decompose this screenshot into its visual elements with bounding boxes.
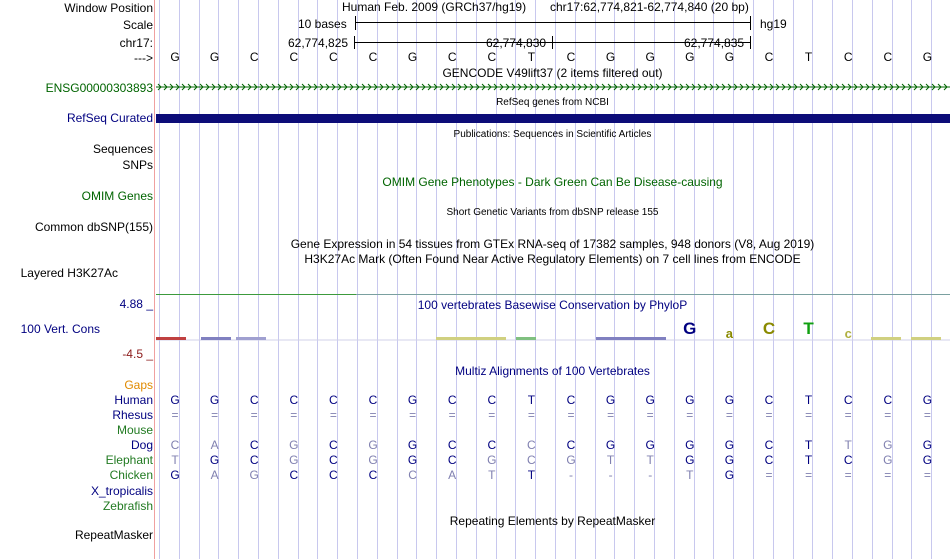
base-cell: C — [843, 453, 853, 467]
base-cell: C — [566, 50, 576, 64]
base-cell: T — [606, 453, 615, 467]
label-omim-genes[interactable]: OMIM Genes — [81, 189, 153, 203]
base-cell: T — [527, 468, 536, 482]
refseq-track-title: RefSeq genes from NCBI — [496, 97, 609, 108]
logo-letter: a — [725, 326, 733, 341]
base-cell: C — [329, 50, 338, 64]
label-refseq-curated[interactable]: RefSeq Curated — [66, 111, 153, 125]
base-cell: = — [171, 408, 179, 422]
scale-db: hg19 — [760, 17, 787, 31]
base-cell: C — [527, 438, 536, 452]
base-cell: G — [922, 438, 933, 452]
base-cell: = — [765, 408, 773, 422]
base-cell: C — [883, 393, 893, 407]
base-cell: C — [408, 468, 417, 482]
base-cell: = — [290, 408, 298, 422]
base-cell: G — [209, 453, 220, 467]
label-scale[interactable]: Scale — [122, 18, 153, 32]
base-cell: G — [209, 50, 220, 64]
base-cell: = — [409, 408, 417, 422]
base-cell: = — [844, 408, 852, 422]
base-cell: C — [249, 50, 259, 64]
label-snps[interactable]: SNPs — [122, 158, 153, 172]
base-cell: G — [645, 438, 655, 452]
base-cell: C — [487, 438, 497, 452]
cons-min-value: -4.5 _ — [122, 347, 153, 361]
base-cell: = — [923, 468, 931, 482]
base-cell: C — [170, 438, 180, 452]
base-cell: T — [171, 453, 179, 467]
scale-label: 10 bases — [298, 17, 347, 31]
gencode-track-title: GENCODE V49lift37 (2 items filtered out) — [442, 66, 663, 80]
base-cell: = — [211, 408, 219, 422]
h3k27ac-signal-segment — [156, 294, 356, 295]
base-cell: C — [764, 453, 774, 467]
label-gene-track[interactable]: ENSG00000303893 — [45, 81, 153, 95]
base-cell: T — [686, 468, 694, 482]
logo-letter: G — [683, 319, 697, 338]
base-cell: G — [883, 453, 893, 467]
base-cell: G — [605, 393, 616, 407]
base-cell: C — [487, 50, 497, 64]
base-cell: G — [170, 468, 180, 482]
base-cell: T — [804, 393, 813, 407]
base-cell: C — [368, 393, 378, 407]
ruler-coord-2: 62,774,830 — [486, 36, 547, 50]
base-cell: C — [843, 50, 853, 64]
base-cell: G — [724, 438, 735, 452]
base-cell: = — [686, 408, 694, 422]
base-cell: G — [170, 50, 180, 64]
ruler-tick-1 — [354, 36, 355, 49]
base-cell: = — [448, 408, 456, 422]
conservation-bar — [911, 337, 941, 340]
label-gaps[interactable]: Gaps — [124, 378, 153, 392]
base-cell: C — [447, 393, 457, 407]
base-cell: = — [923, 408, 931, 422]
base-cell: T — [527, 50, 536, 64]
scale-bar-left-tick — [355, 16, 356, 30]
base-cell: G — [724, 393, 735, 407]
repeatmasker-track-title: Repeating Elements by RepeatMasker — [449, 514, 656, 528]
conservation-bar — [201, 337, 231, 340]
base-cell: C — [249, 393, 259, 407]
base-cell: G — [566, 453, 576, 467]
base-cell: G — [922, 453, 933, 467]
label-sequences[interactable]: Sequences — [92, 142, 153, 156]
position-readout: chr17:62,774,821-62,774,840 (20 bp) — [550, 0, 749, 14]
base-cell: = — [844, 468, 852, 482]
base-cell: G — [685, 50, 695, 64]
label-mouse[interactable]: Mouse — [116, 423, 153, 437]
ruler-tick-3 — [750, 36, 751, 49]
base-cell: C — [329, 468, 338, 482]
base-cell: C — [368, 468, 378, 482]
base-cell: A — [448, 468, 457, 482]
publications-track-title: Publications: Sequences in Scientific Articles — [453, 129, 652, 140]
label-separator — [154, 0, 155, 559]
label-dog[interactable]: Dog — [130, 438, 153, 452]
label-human[interactable]: Human — [114, 393, 153, 407]
conservation-bar — [476, 337, 506, 340]
label-window-position[interactable]: Window Position — [64, 1, 153, 15]
base-cell: G — [724, 50, 735, 64]
base-cell: = — [369, 408, 377, 422]
base-cell: C — [368, 50, 378, 64]
base-cell: C — [447, 50, 457, 64]
base-cell: G — [685, 438, 695, 452]
label-layered-h3k27ac[interactable]: Layered H3K27Ac — [20, 266, 118, 280]
base-cell: = — [567, 408, 575, 422]
base-cell: = — [725, 408, 733, 422]
base-cell: C — [566, 438, 576, 452]
base-cell: T — [804, 50, 813, 64]
base-cell: = — [329, 408, 337, 422]
base-cell: C — [447, 453, 457, 467]
ruler-tick-2 — [552, 36, 553, 49]
base-cell: = — [607, 408, 615, 422]
ruler-coord-3: 62,774,835 — [684, 36, 745, 50]
base-cell: G — [724, 468, 735, 482]
base-cell: - — [569, 468, 573, 482]
base-cell: = — [805, 468, 813, 482]
label-zebrafish[interactable]: Zebrafish — [102, 499, 153, 513]
base-cell: C — [329, 438, 338, 452]
base-cell: C — [883, 50, 893, 64]
base-cell: = — [884, 408, 892, 422]
h3k27ac-track-title: H3K27Ac Mark (Often Found Near Active Regulatory Elements) on 7 cell lines from ENCODE — [304, 252, 801, 266]
base-cell: G — [407, 438, 418, 452]
base-cell: = — [250, 408, 258, 422]
base-cell: C — [764, 393, 774, 407]
base-cell: - — [648, 468, 653, 482]
base-cell: G — [605, 50, 616, 64]
base-cell: C — [329, 453, 338, 467]
label-vert-cons[interactable]: 100 Vert. Cons — [20, 322, 100, 336]
base-cell: G — [883, 438, 893, 452]
conservation-bar — [871, 337, 901, 340]
label-chrom[interactable]: chr17: — [119, 36, 153, 50]
base-cell: C — [566, 393, 576, 407]
base-cell: G — [685, 453, 695, 467]
conservation-bar — [516, 337, 536, 340]
base-cell: C — [249, 453, 259, 467]
base-cell: G — [407, 453, 418, 467]
base-cell: T — [488, 468, 496, 482]
base-cell: G — [487, 453, 497, 467]
base-cell: C — [487, 393, 497, 407]
base-cell: C — [764, 50, 774, 64]
base-cell: G — [922, 393, 933, 407]
base-cell: A — [210, 468, 219, 482]
base-cell: G — [368, 438, 378, 452]
label-rhesus[interactable]: Rhesus — [112, 408, 153, 422]
base-cell: G — [605, 438, 616, 452]
base-cell: C — [329, 393, 338, 407]
base-cell: C — [249, 438, 259, 452]
base-cell: G — [249, 468, 259, 482]
omim-track-title: OMIM Gene Phenotypes - Dark Green Can Be Disease-causing — [382, 175, 723, 189]
conservation-bar — [596, 337, 636, 340]
conservation-bar — [156, 337, 186, 340]
base-cell: C — [289, 393, 299, 407]
base-cell: T — [804, 438, 813, 452]
ruler-coord-1: 62,774,825 — [288, 36, 349, 50]
base-cell: G — [645, 393, 655, 407]
logo-letter: c — [844, 326, 852, 341]
base-cell: = — [805, 408, 813, 422]
conservation-bar — [636, 337, 666, 340]
label-elephant[interactable]: Elephant — [105, 453, 153, 467]
base-cell: = — [527, 408, 535, 422]
scale-bar — [355, 22, 751, 23]
base-cell: T — [646, 453, 654, 467]
gencode-gene-model[interactable] — [156, 82, 950, 92]
label-repeatmasker[interactable]: RepeatMasker — [74, 528, 153, 542]
base-cell: C — [764, 438, 774, 452]
label-common-dbsnp[interactable]: Common dbSNP(155) — [34, 220, 153, 234]
label-xtropicalis[interactable]: X_tropicalis — [90, 484, 153, 498]
base-cell: = — [488, 408, 496, 422]
base-cell: G — [685, 393, 695, 407]
dbsnp-track-title: Short Genetic Variants from dbSNP release 155 — [446, 207, 659, 218]
base-cell: G — [407, 393, 418, 407]
base-cell: G — [368, 453, 378, 467]
logo-letter: T — [803, 319, 814, 338]
base-cell: G — [289, 438, 299, 452]
label-chicken[interactable]: Chicken — [109, 468, 153, 482]
base-cell: G — [170, 393, 180, 407]
base-cell: A — [210, 438, 219, 452]
base-cell: T — [527, 393, 536, 407]
cons-max-value: 4.88 _ — [119, 297, 153, 311]
base-cell: G — [724, 453, 735, 467]
base-cell: C — [843, 393, 853, 407]
base-cell: = — [646, 408, 654, 422]
base-cell: C — [527, 453, 536, 467]
refseq-gene-bar[interactable] — [156, 114, 950, 123]
base-cell: G — [289, 453, 299, 467]
base-cell: T — [804, 453, 813, 467]
conservation-logo[interactable] — [156, 318, 950, 348]
base-cell: T — [844, 438, 852, 452]
base-cell: G — [407, 50, 418, 64]
assembly-title: Human Feb. 2009 (GRCh37/hg19) — [342, 0, 527, 14]
gtex-track-title: Gene Expression in 54 tissues from GTEx RNA-seq of 17382 samples, 948 donors (V8, Aug 2019) — [290, 237, 815, 251]
multiz-track-title: Multiz Alignments of 100 Vertebrates — [455, 364, 650, 378]
base-cell: C — [289, 468, 299, 482]
base-cell: - — [608, 468, 613, 482]
logo-letter: C — [762, 319, 776, 338]
conservation-bar — [236, 337, 266, 340]
base-cell: G — [645, 50, 655, 64]
base-cell: G — [922, 50, 933, 64]
base-cell: C — [289, 50, 299, 64]
conservation-bar — [436, 337, 476, 340]
base-cell: = — [765, 468, 773, 482]
base-cell: C — [447, 438, 457, 452]
base-cell: G — [209, 393, 220, 407]
base-cell: = — [884, 468, 892, 482]
label-arrow[interactable]: ---> — [134, 51, 153, 65]
scale-bar-right-tick — [750, 16, 751, 30]
phylop-track-title: 100 vertebrates Basewise Conservation by PhyloP — [417, 298, 688, 312]
